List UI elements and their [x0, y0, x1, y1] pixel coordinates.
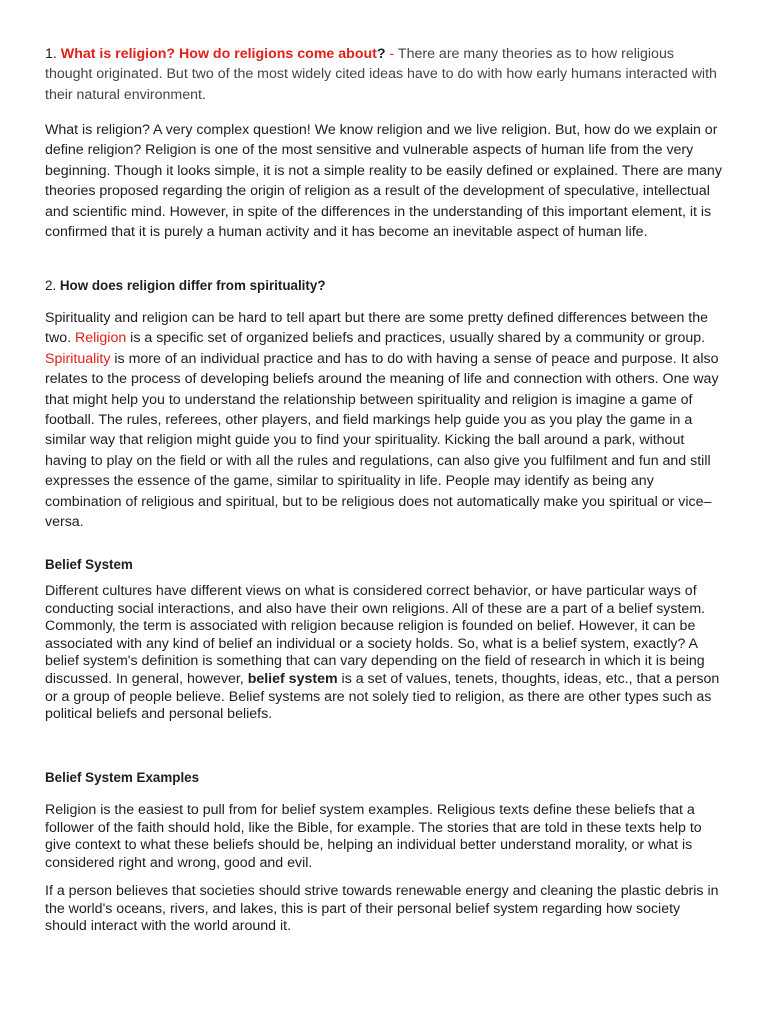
section2-p-start: Spirituality and religion can be hard to tell apart but there are some pretty defined differences between the two.: [45, 310, 709, 347]
section1-question-mark: ?: [376, 46, 386, 62]
section1-question: What is religion? How do religions come about: [60, 46, 377, 62]
section2-question: How does religion differ from spirituality?: [59, 278, 326, 293]
section2-p-mid: is a specific set of organized beliefs and practices, usually shared by a community or group.: [126, 330, 706, 347]
section1-intro-text: There are many theories as to how religious thought originated. But two of the most widely cited ideas have to do with how early humans interacted with their natural environment.: [45, 46, 717, 103]
belief-examples-paragraph2: If a person believes that societies should strive towards renewable energy and cleaning the plastic debris in the world's oceans, rivers, and lakes, this is part of their personal belief system regarding how society should interact with the world around it.: [45, 883, 719, 935]
section1-paragraph: What is religion? A very complex question! We know religion and we live religion. But, how do we explain or define religion? Religion is one of the most sensitive and vulnerable aspects of human life from the very beginning. Though it looks simple, it is not a simple reality to be easily defined or explained. There are many theories proposed regarding the origin of religion as a result of the development of speculative, intellectual and scientific mind. However, in spite of the differences in the understanding of this important element, it is confirmed that it is purely a human activity and it has become an inevitable aspect of human life.: [45, 122, 722, 241]
belief-system-p-start: Different cultures have different views on what is considered correct behavior, or have particular ways of conducting social interactions, and also have their own religions. All of these are a part of a belief system. Commonly, the term is associated with religion because religion is founded on belief. However, it can be associated with any kind of belief an individual or a society holds. So, what is a belief system, exactly? A belief system's definition is something that can vary depending on the field of research in which it is being discussed. In general, however,: [45, 583, 706, 687]
belief-system-heading: Belief System: [45, 557, 133, 572]
section1-number: 1.: [45, 46, 57, 62]
section2-paragraph: [45, 308, 725, 532]
belief-examples-heading: Belief System Examples: [45, 770, 200, 785]
section2-number: 2.: [45, 278, 60, 293]
belief-system-term: belief system: [247, 670, 338, 687]
belief-examples-paragraph1: Religion is the easiest to pull from for belief system examples. Religious texts define these beliefs that a follower of the faith should hold, like the Bible, for example. The stories that are told in these texts help to give context to what these beliefs should be, helping an individual better understand morality, or what is considered right and wrong, good and evil.: [45, 802, 702, 871]
section2-heading: [45, 277, 725, 295]
belief-system-paragraph: [45, 583, 725, 724]
section2-p-end: is more of an individual practice and has to do with having a sense of peace and purpose. It also relates to the process of developing beliefs around the meaning of life and connection with others. One way that might help you to understand the relationship between spirituality and religion is imagine a game of football. The rules, referees, other players, and field markings help guide you as you play the game in a similar way that religion might guide you to find your spirituality. Kicking the ball around a park, without having to play on the field or with all the rules and regulations, can also give you fulfilment and fun and still expresses the essence of the game, similar to spirituality in life. People may identify as being any combination of religious and spiritual, but to be religious does not automatically make you spiritual or vice–versa.: [45, 350, 719, 531]
section1-intro: [45, 44, 725, 105]
belief-system-p-end: is a set of values, tenets, thoughts, ideas, etc., that a person or a group of people believe. Belief systems are not solely tied to religion, as there are other types such as political beliefs and personal beliefs.: [45, 670, 720, 723]
religion-link[interactable]: Religion: [74, 330, 127, 347]
section1-dash: -: [385, 46, 398, 62]
spirituality-link[interactable]: Spirituality: [45, 350, 111, 367]
